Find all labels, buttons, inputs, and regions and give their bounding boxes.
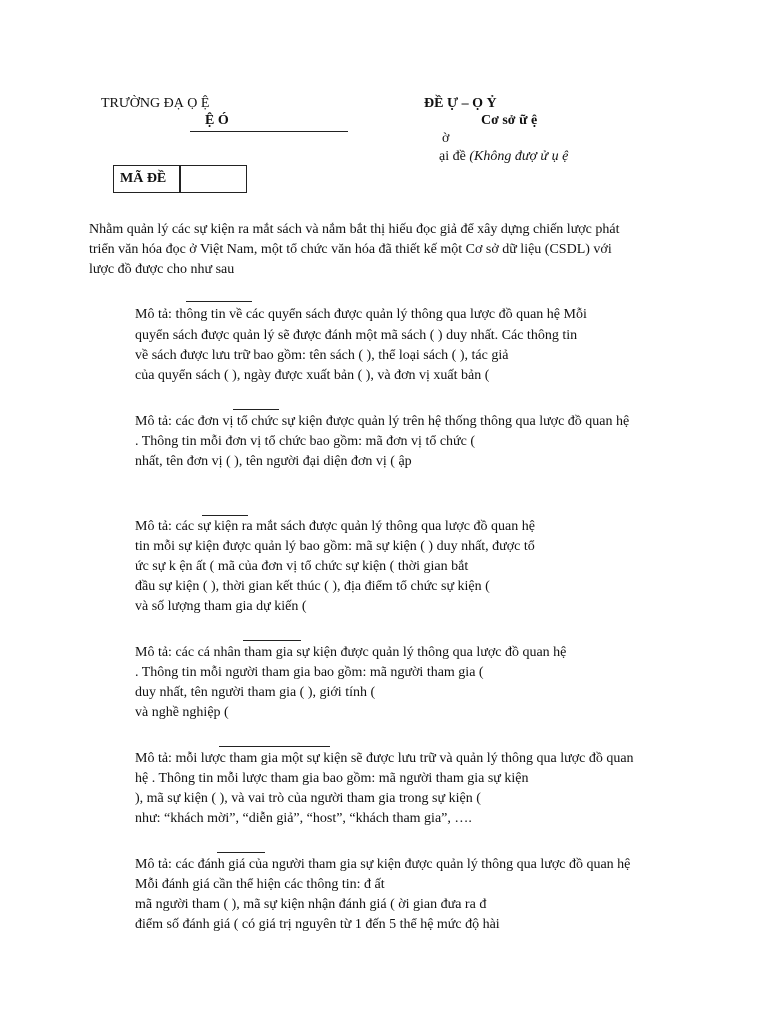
exam-note-italic: (Không đượ ử ụ ệ bbox=[469, 149, 569, 164]
school-name: TRƯỜNG ĐẠ Ọ Ệ bbox=[101, 96, 210, 111]
intro-line-1: Nhằm quản lý các sự kiện ra mắt sách và nắm bắt thị hiếu đọc giả để xây dựng chiến lược phát bbox=[89, 222, 620, 237]
section-2-table-rule bbox=[233, 409, 279, 410]
exam-code-label: MÃ ĐỀ bbox=[120, 171, 167, 186]
section-6-table-rule bbox=[217, 852, 265, 853]
section-3-line: đầu sự kiện ( ), thời gian kết thúc ( ), địa điểm tổ chức sự kiện ( bbox=[135, 579, 490, 594]
faculty-name: Ệ Ó bbox=[205, 113, 229, 128]
section-3-line: và số lượng tham gia dự kiến ( bbox=[135, 599, 307, 614]
section-3-line: tin mỗi sự kiện được quản lý bao gồm: mã sự kiện ( ) duy nhất, được tổ bbox=[135, 539, 535, 554]
section-6-line: mã người tham ( ), mã sự kiện nhận đánh giá ( ời gian đưa ra đ bbox=[135, 897, 487, 912]
course-name: Cơ sở ữ ệ bbox=[481, 113, 538, 128]
section-1-line: quyển sách được quản lý sẽ được đánh một mã sách ( ) duy nhất. Các thông tin bbox=[135, 328, 578, 343]
header-underline bbox=[190, 131, 348, 132]
section-4-line: Mô tả: các cá nhân tham gia sự kiện được quản lý thông qua lược đồ quan hệ bbox=[135, 645, 567, 660]
section-4-line: . Thông tin mỗi người tham gia bao gồm: mã người tham gia ( bbox=[135, 665, 484, 680]
section-1-table-rule bbox=[186, 301, 252, 302]
section-4-table-rule bbox=[243, 640, 301, 641]
section-1-line: của quyển sách ( ), ngày được xuất bản ( ), và đơn vị xuất bản ( bbox=[135, 368, 490, 383]
section-4-line: duy nhất, tên người tham gia ( ), giới tính ( bbox=[135, 685, 376, 700]
exam-note-prefix: ại đề bbox=[439, 149, 470, 164]
intro-line-2: triển văn hóa đọc ở Việt Nam, một tổ chức văn hóa đã thiết kế một Cơ sở dữ liệu (CSDL) với bbox=[89, 242, 612, 257]
section-3-line: ức sự k ện ất ( mã của đơn vị tổ chức sự kiện ( thời gian bắt bbox=[135, 559, 469, 574]
intro-line-3: lược đồ được cho như sau bbox=[89, 262, 235, 277]
section-2-line: . Thông tin mỗi đơn vị tổ chức bao gồm: mã đơn vị tổ chức ( bbox=[135, 434, 476, 449]
exam-time: ờ bbox=[442, 131, 450, 146]
section-6-line: Mô tả: các đánh giá của người tham gia sự kiện được quản lý thông qua lược đồ quan hệ bbox=[135, 857, 631, 872]
section-6-line: Mỗi đánh giá cần thể hiện các thông tin: đ ất bbox=[135, 877, 385, 892]
exam-title: ĐỀ Ự – Ọ Ỷ bbox=[424, 96, 497, 111]
section-6-line: điểm số đánh giá ( có giá trị nguyên từ 1 đến 5 thể hệ mức độ hài bbox=[135, 917, 500, 932]
section-3-table-rule bbox=[202, 515, 248, 516]
section-2-line: nhất, tên đơn vị ( ), tên người đại diện đơn vị ( ập bbox=[135, 454, 412, 469]
section-5-line: như: “khách mời”, “diễn giả”, “host”, “khách tham gia”, …. bbox=[135, 811, 472, 826]
section-3-line: Mô tả: các sự kiện ra mắt sách được quản lý thông qua lược đồ quan hệ bbox=[135, 519, 535, 534]
section-5-table-rule bbox=[219, 746, 330, 747]
exam-note bbox=[439, 148, 568, 165]
exam-code-input-box[interactable] bbox=[180, 165, 247, 193]
section-1-line: về sách được lưu trữ bao gồm: tên sách ( ), thể loại sách ( ), tác giả bbox=[135, 348, 509, 363]
section-5-line: ), mã sự kiện ( ), và vai trò của người tham gia trong sự kiện ( bbox=[135, 791, 481, 806]
exam-code-label-box bbox=[113, 165, 180, 193]
section-4-line: và nghề nghiệp ( bbox=[135, 705, 229, 720]
section-5-line: Mô tả: mỗi lược tham gia một sự kiện sẽ được lưu trữ và quản lý thông qua lược đồ quan bbox=[135, 751, 634, 766]
section-5-line: hệ . Thông tin mỗi lược tham gia bao gồm: mã người tham gia sự kiện bbox=[135, 771, 529, 786]
section-1-line: Mô tả: thông tin về các quyển sách được quản lý thông qua lược đồ quan hệ Mỗi bbox=[135, 307, 587, 322]
section-2-line: Mô tả: các đơn vị tổ chức sự kiện được quản lý trên hệ thống thông qua lược đồ quan hệ bbox=[135, 414, 630, 429]
